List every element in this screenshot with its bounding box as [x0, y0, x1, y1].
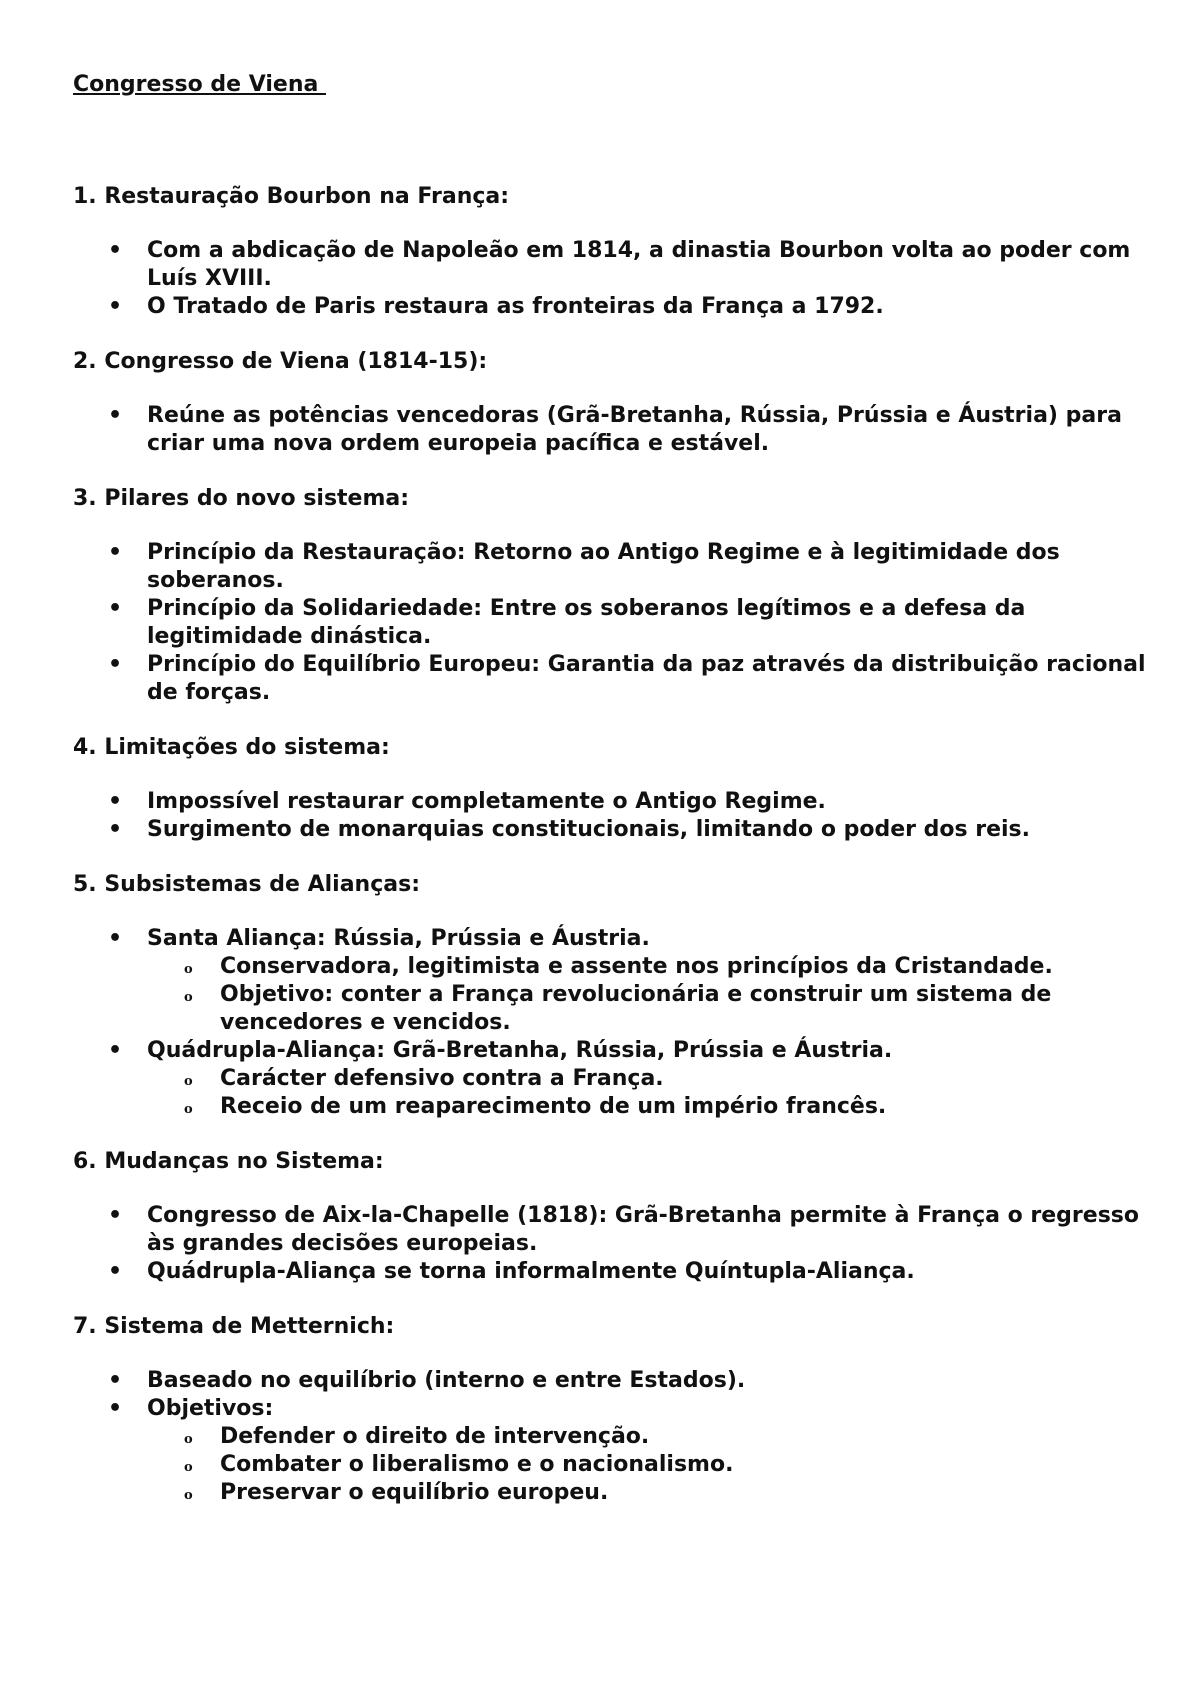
sub-bullet-text: o Combater o liberalismo e o nacionalismo.: [220, 1452, 734, 1477]
bullet-item: [73, 293, 1163, 321]
sub-bullet-item: [147, 1479, 1163, 1507]
bullet-list: [73, 539, 1163, 707]
section-1: [73, 182, 1163, 321]
sub-bullet-item: [147, 1451, 1163, 1479]
section-6: [73, 1147, 1163, 1286]
section-heading: 7. Sistema de Metternich:: [73, 1314, 395, 1339]
sub-bullet-text: o Receio de um reaparecimento de um império francês.: [220, 1094, 887, 1119]
bullet-item: [73, 1202, 1163, 1258]
bullet-text: O Tratado de Paris restaura as fronteiras da França a 1792.: [147, 294, 884, 319]
bullet-text: Baseado no equilíbrio (interno e entre Estados).: [147, 1368, 746, 1393]
bullet-item: [73, 788, 1163, 816]
sub-bullet-item: [147, 953, 1163, 981]
sub-bullet-text: o Objetivo: conter a França revolucionária e construir um sistema de vencedores e vencidos.: [220, 982, 1052, 1035]
bullet-item: [73, 539, 1163, 595]
bullet-item: [73, 237, 1163, 293]
sub-bullet-item: [147, 1423, 1163, 1451]
section-heading: 2. Congresso de Viena (1814-15):: [73, 349, 488, 374]
bullet-text: Princípio da Solidariedade: Entre os soberanos legítimos e a defesa da legitimidade dinástica.: [147, 596, 1026, 649]
sub-bullet-item: [147, 1093, 1163, 1121]
section-heading: 5. Subsistemas de Alianças:: [73, 872, 420, 897]
bullet-text: Quádrupla-Aliança se torna informalmente Quíntupla-Aliança.: [147, 1259, 915, 1284]
bullet-text: Impossível restaurar completamente o Antigo Regime.: [147, 789, 826, 814]
bullet-list: [73, 788, 1163, 844]
section-2: [73, 347, 1163, 458]
bullet-text: Princípio do Equilíbrio Europeu: Garantia da paz através da distribuição racional de forças.: [147, 652, 1146, 705]
bullet-item: [73, 402, 1163, 458]
section-heading: 3. Pilares do novo sistema:: [73, 486, 410, 511]
section-heading: 6. Mudanças no Sistema:: [73, 1149, 384, 1174]
bullet-text: Surgimento de monarquias constitucionais, limitando o poder dos reis.: [147, 817, 1031, 842]
bullet-list: [73, 237, 1163, 321]
sub-bullet-list: [147, 1065, 1163, 1121]
bullet-text: Congresso de Aix-la-Chapelle (1818): Grã-Bretanha permite à França o regresso às grandes decisões europeias.: [147, 1203, 1140, 1256]
bullet-item: [73, 595, 1163, 651]
bullet-text: Com a abdicação de Napoleão em 1814, a dinastia Bourbon volta ao poder com Luís XVIII.: [147, 238, 1131, 291]
section-3: [73, 484, 1163, 707]
bullet-item: [73, 1037, 1163, 1121]
section-4: [73, 733, 1163, 844]
bullet-item: [73, 651, 1163, 707]
section-5: [73, 870, 1163, 1121]
sub-bullet-list: [147, 953, 1163, 1037]
bullet-text: Reúne as potências vencedoras (Grã-Bretanha, Rússia, Prússia e Áustria) para criar uma nova ordem europeia pacífica e estável.: [147, 403, 1122, 456]
bullet-item: [73, 1367, 1163, 1395]
bullet-list: [73, 925, 1163, 1121]
section-heading: 4. Limitações do sistema:: [73, 735, 390, 760]
document-page: [73, 70, 1163, 1533]
bullet-list: [73, 1367, 1163, 1507]
bullet-item: [73, 1395, 1163, 1507]
bullet-item: [73, 925, 1163, 1037]
sub-bullet-text: o Defender o direito de intervenção.: [220, 1424, 650, 1449]
sub-bullet-item: [147, 1065, 1163, 1093]
bullet-list: [73, 402, 1163, 458]
bullet-item: [73, 1258, 1163, 1286]
sub-bullet-item: [147, 981, 1163, 1037]
sub-bullet-list: [147, 1423, 1163, 1507]
bullet-text: Santa Aliança: Rússia, Prússia e Áustria.: [147, 926, 650, 951]
section-heading: 1. Restauração Bourbon na França:: [73, 184, 510, 209]
bullet-text: Quádrupla-Aliança: Grã-Bretanha, Rússia, Prússia e Áustria.: [147, 1038, 893, 1063]
sections-container: [73, 182, 1163, 1507]
sub-bullet-text: o Carácter defensivo contra a França.: [220, 1066, 664, 1091]
sub-bullet-text: o Preservar o equilíbrio europeu.: [220, 1480, 609, 1505]
bullet-list: [73, 1202, 1163, 1286]
section-7: [73, 1312, 1163, 1507]
document-title: Congresso de Viena: [73, 72, 326, 97]
bullet-text: Princípio da Restauração: Retorno ao Antigo Regime e à legitimidade dos soberanos.: [147, 540, 1060, 593]
bullet-text: Objetivos:: [147, 1396, 274, 1421]
bullet-item: [73, 816, 1163, 844]
sub-bullet-text: o Conservadora, legitimista e assente nos princípios da Cristandade.: [220, 954, 1053, 979]
